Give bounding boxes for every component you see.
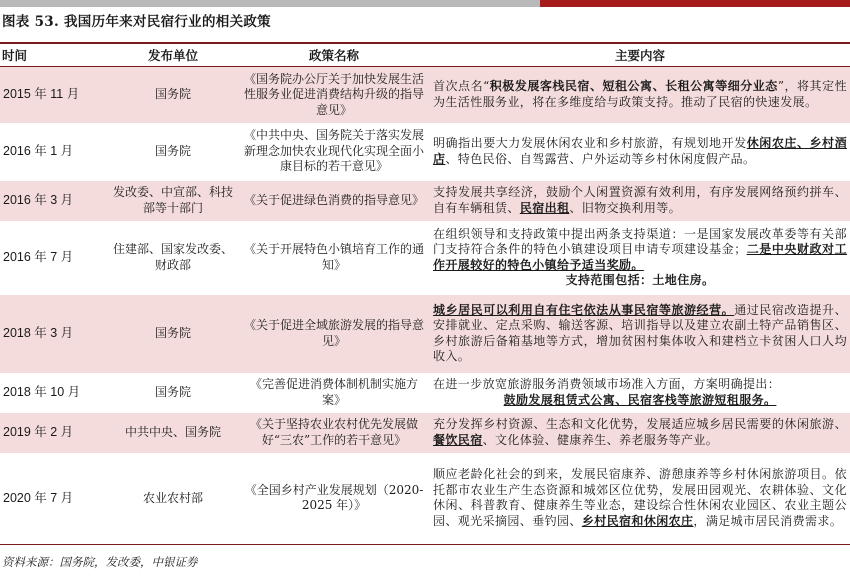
content-highlight: 二是中央财政对工作开展较好的特色小镇给予适当奖励。 bbox=[433, 242, 847, 272]
row-time: 2016 年 7 月 bbox=[3, 249, 74, 264]
row-issuer: 国务院 bbox=[154, 143, 191, 158]
column-header-policy: 政策名称 bbox=[238, 43, 430, 67]
page-title: 图表 53. 我国历年来对民宿行业的相关政策 bbox=[2, 14, 271, 30]
row-content bbox=[430, 181, 850, 221]
table-row bbox=[0, 181, 850, 221]
row-issuer: 国务院 bbox=[154, 384, 191, 399]
table-row bbox=[0, 295, 850, 373]
content-highlight: 餐饮民宿 bbox=[433, 432, 483, 447]
row-time: 2020 年 7 月 bbox=[0, 453, 108, 545]
row-policy: 《关于促进绿色消费的指导意见》 bbox=[238, 181, 430, 221]
row-content bbox=[430, 295, 850, 373]
row-time: 2016 年 3 月 bbox=[0, 181, 108, 221]
content-text: ，满足城市居民消费需求。 bbox=[693, 513, 843, 528]
content-text: 通过民宿改造提升、安排就业、定点采购、输送客源、培训指导以及建立农副土特产品销售区、乡村旅游后备箱基地等方式，增加贫困村集体收入和建档立卡贫困人口人均收入。 bbox=[433, 302, 847, 363]
row-content bbox=[430, 67, 850, 123]
row-issuer: 发改委、中宣部、科技部等十部门 bbox=[108, 181, 238, 221]
row-policy: 《完善促进消费体制机制实施方案》 bbox=[249, 377, 418, 407]
table-header-row bbox=[0, 43, 850, 67]
table-row bbox=[0, 123, 850, 181]
row-time: 2018 年 3 月 bbox=[0, 295, 108, 373]
table-row bbox=[0, 413, 850, 453]
content-text: 明确指出要大力发展休闲农业和乡村旅游，有规划地开发 bbox=[433, 136, 747, 150]
row-content bbox=[430, 373, 850, 413]
policy-table bbox=[0, 42, 850, 545]
row-policy: 《关于开展特色小镇培育工作的通知》 bbox=[243, 242, 424, 272]
content-text: ”，将其定性为生活性服务业，将在多维度给与政策支持。推动了民宿的快速发展。 bbox=[433, 79, 848, 109]
table-row bbox=[0, 67, 850, 123]
column-header-issuer: 发布单位 bbox=[108, 43, 238, 67]
column-header-time: 时间 bbox=[0, 43, 108, 67]
row-policy: 《关于促进全域旅游发展的指导意见》 bbox=[238, 295, 430, 373]
column-header-content: 主要内容 bbox=[430, 43, 850, 67]
row-content bbox=[430, 453, 850, 545]
row-time: 2015 年 11 月 bbox=[0, 67, 108, 123]
table-row bbox=[0, 453, 850, 545]
content-highlight: 乡村民宿和休闲农庄 bbox=[581, 513, 694, 528]
row-policy: 《全国乡村产业发展规划（2020-2025 年）》 bbox=[238, 453, 430, 545]
content-highlight: 民宿出租 bbox=[519, 200, 570, 215]
content-text: 支持发展共享经济，鼓励个人闲置资源有效利用，有序发展网络预约拼车、自有车辆租赁、 bbox=[433, 185, 847, 215]
content-highlight: 积极发展客栈民宿、短租公寓、长租公寓等细分业态 bbox=[489, 79, 778, 94]
row-policy: 《国务院办公厅关于加快发展生活性服务业促进消费结构升级的指导意见》 bbox=[238, 67, 430, 123]
row-content bbox=[430, 413, 850, 453]
row-content bbox=[430, 221, 850, 295]
row-content bbox=[430, 123, 850, 181]
content-text: 顺应老龄化社会的到来，发展民宿康养、游憩康养等乡村休闲旅游项目。依托都市农业生产生态资源和城郊区位优势，发展田园观光、农耕体验、文化休闲、科普教育、健康养生等业态，建设综合性休闲农业园区、农业主题公园、观光采摘园、垂钓园、 bbox=[433, 467, 847, 528]
table-row bbox=[0, 221, 850, 295]
content-text: 、文化体验、健康养生、养老服务等产业。 bbox=[482, 432, 719, 447]
row-policy: 《中共中央、国务院关于落实发展新理念加快农业现代化实现全面小康目标的若干意见》 bbox=[243, 128, 424, 174]
content-highlight: 鼓励发展租赁式公寓、民宿客栈等旅游短租服务。 bbox=[503, 392, 777, 407]
row-issuer: 农业农村部 bbox=[108, 453, 238, 545]
content-highlight: 休闲农庄、乡村酒店 bbox=[433, 136, 847, 166]
content-text: 在进一步放宽旅游服务消费领域市场准入方面，方案明确提出： bbox=[433, 377, 781, 391]
content-text: 首次点名“ bbox=[433, 79, 490, 94]
row-issuer: 住建部、国家发改委、财政部 bbox=[112, 242, 233, 272]
content-text: 、特色民俗、自驾露营、户外运动等乡村休闲度假产品。 bbox=[445, 151, 756, 166]
content-highlight: 城乡居民可以利用自有住宅依法从事民宿等旅游经营。 bbox=[433, 302, 735, 317]
row-issuer: 国务院 bbox=[108, 67, 238, 123]
row-time: 2018 年 10 月 bbox=[3, 384, 81, 399]
top-accent-bar-grey bbox=[0, 0, 540, 7]
row-time: 2019 年 2 月 bbox=[0, 413, 108, 453]
content-text: 在组织领导和支持政策中提出两条支持渠道：一是国家发展改革委等有关部门支持符合条件的特色小镇建设项目申请专项建设基金； bbox=[433, 226, 847, 256]
content-text: 、旧物交换利用等。 bbox=[569, 200, 682, 215]
row-issuer: 国务院 bbox=[108, 295, 238, 373]
content-text: 充分发挥乡村资源、生态和文化优势，发展适应城乡居民需要的休闲旅游、 bbox=[433, 417, 847, 431]
top-accent-bar bbox=[0, 0, 850, 7]
content-highlight: 支持范围包括：土地住房。 bbox=[565, 273, 715, 287]
row-policy: 《关于坚持农业农村优先发展做好“三农”工作的若干意见》 bbox=[238, 413, 430, 453]
source-note: 资料来源：国务院，发改委，中银证券 bbox=[2, 555, 198, 569]
row-issuer: 中共中央、国务院 bbox=[108, 413, 238, 453]
table-row bbox=[0, 373, 850, 413]
row-time: 2016 年 1 月 bbox=[3, 143, 74, 158]
